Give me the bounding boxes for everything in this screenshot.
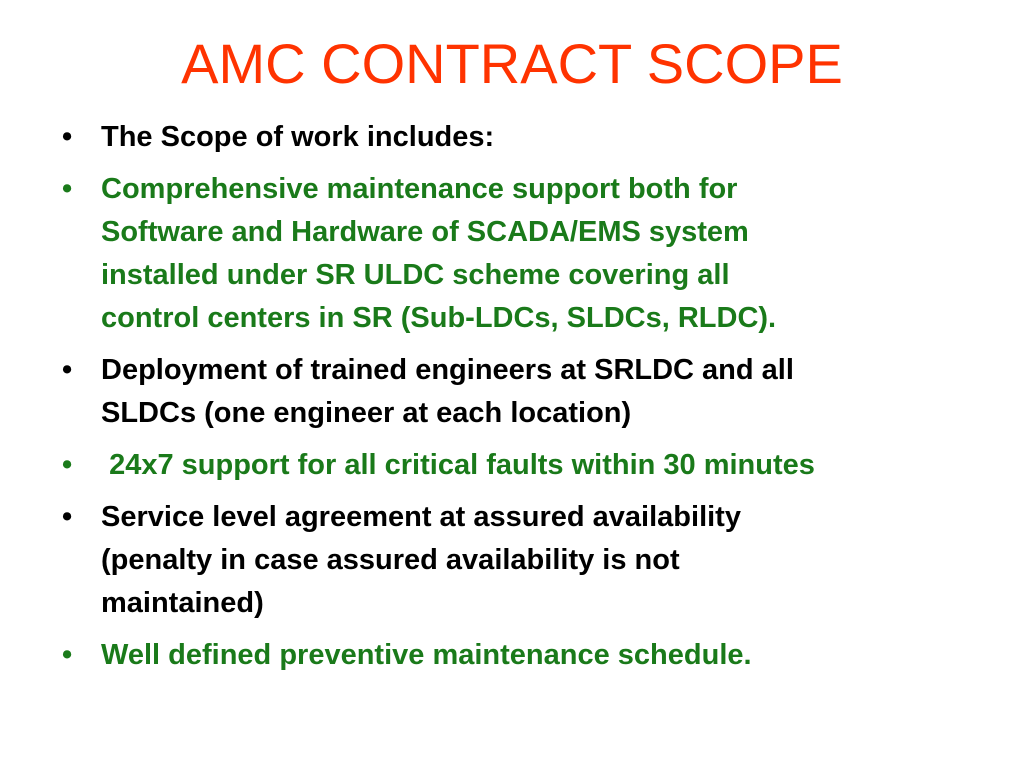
bullet-marker: • [62, 501, 73, 533]
bullet-item [62, 634, 962, 677]
bullet-line: SLDCs (one engineer at each location) [101, 397, 632, 429]
bullet-marker: • [62, 639, 73, 671]
bullet-marker: • [62, 121, 73, 153]
bullet-marker: • [62, 173, 73, 205]
slide-title: AMC CONTRACT SCOPE [181, 32, 843, 95]
bullet-marker: • [62, 449, 73, 481]
bullet-item [62, 349, 962, 435]
bullet-item [62, 496, 962, 625]
bullet-item [62, 116, 962, 159]
bullet-line: Service level agreement at assured availability [101, 501, 741, 533]
bullet-line: maintained) [101, 587, 264, 619]
bullet-line: 24x7 support for all critical faults within 30 minutes [101, 449, 815, 481]
bullet-list [62, 116, 962, 686]
bullet-item [62, 444, 962, 487]
bullet-item [62, 168, 962, 340]
bullet-line: (penalty in case assured availability is not [101, 544, 680, 576]
bullet-line: The Scope of work includes: [101, 121, 495, 153]
bullet-line: Software and Hardware of SCADA/EMS system [101, 216, 749, 248]
bullet-line: Comprehensive maintenance support both for [101, 173, 738, 205]
bullet-marker: • [62, 354, 73, 386]
bullet-line: Deployment of trained engineers at SRLDC and all [101, 354, 794, 386]
bullet-line: Well defined preventive maintenance schedule. [101, 639, 752, 671]
bullet-line: installed under SR ULDC scheme covering all [101, 259, 730, 291]
bullet-line: control centers in SR (Sub-LDCs, SLDCs, RLDC). [101, 302, 777, 334]
